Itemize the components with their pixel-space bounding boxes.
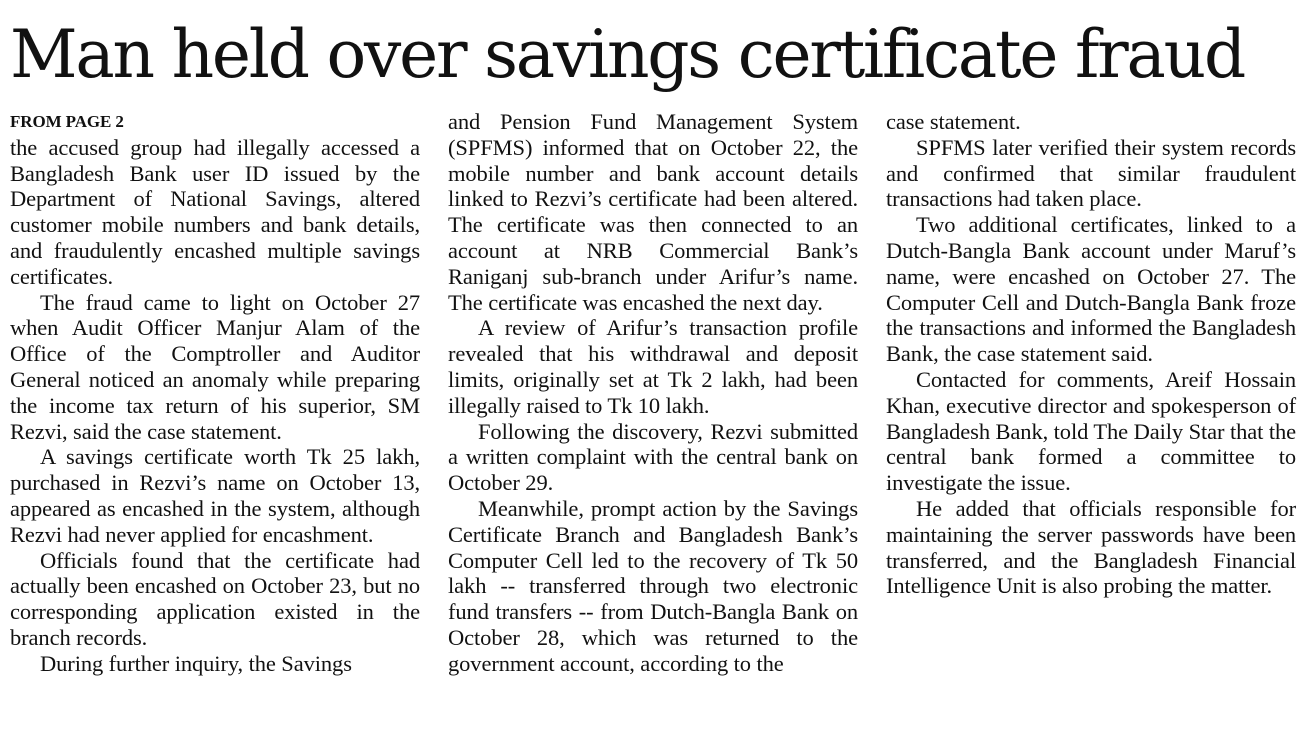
- paragraph: The fraud came to light on October 27 when Audit Officer Manjur Alam of the Office of the Comptroller and Auditor General noticed an anomaly while preparing the income tax return of his superior, SM Rezvi, said the case statement.: [10, 289, 420, 444]
- dateline: FROM PAGE 2: [10, 112, 124, 131]
- paragraph: During further inquiry, the Savings: [40, 650, 352, 676]
- paragraph: Officials found that the certificate had actually been encashed on October 23, but no corresponding application existed in the branch records.: [10, 547, 420, 650]
- paragraph: SPFMS later verified their system records and confirmed that similar fraudulent transactions had taken place.: [886, 134, 1296, 212]
- paragraph: A savings certificate worth Tk 25 lakh, purchased in Rezvi’s name on October 13, appeared as encashed in the system, although Rezvi had never applied for encashment.: [10, 444, 420, 547]
- paragraph: A review of Arifur’s transaction profile revealed that his withdrawal and deposit limits, originally set at Tk 2 lakh, had been illegally raised to Tk 10 lakh.: [448, 315, 858, 418]
- paragraph: Two additional certificates, linked to a Dutch-Bangla Bank account under Maruf’s name, were encashed on October 27. The Computer Cell and Dutch-Bangla Bank froze the transactions and informed the Bangladesh Bank, the case statement said.: [886, 212, 1296, 367]
- paragraph: Meanwhile, prompt action by the Savings Certificate Branch and Bangladesh Bank’s Computer Cell led to the recovery of Tk 50 lakh -- transferred through two electronic fund transfers -- from Dutch-Bangla Bank on October 28, which was returned to the government account, according to the: [448, 495, 858, 676]
- paragraph: and Pension Fund Management System (SPFMS) informed that on October 22, the mobile number and bank account details linked to Rezvi’s certificate had been altered. The certificate was then connected to an account at NRB Commercial Bank’s Raniganj sub-branch under Arifur’s name. The certificate was encashed the next day.: [448, 109, 858, 315]
- paragraph: the accused group had illegally accessed a Bangladesh Bank user ID issued by the Department of National Savings, altered customer mobile numbers and bank details, and fraudulently encashed multiple savings certificates.: [10, 134, 420, 289]
- paragraph: Contacted for comments, Areif Hossain Khan, executive director and spokesperson of Bangladesh Bank, told The Daily Star that the central bank formed a committee to investigate the issue.: [886, 366, 1297, 496]
- column-2: [448, 109, 858, 677]
- paragraph: Following the discovery, Rezvi submitted a written complaint with the central bank on October 29.: [448, 418, 858, 496]
- article-body: [10, 109, 1296, 677]
- paragraph: He added that officials responsible for maintaining the server passwords have been transferred, and the Bangladesh Financial Intelligence Unit is also probing the matter.: [886, 495, 1296, 599]
- column-1: [10, 109, 420, 677]
- paragraph: case statement.: [886, 109, 1021, 134]
- column-3: [886, 109, 1296, 677]
- headline: Man held over savings certificate fraud: [10, 16, 1245, 93]
